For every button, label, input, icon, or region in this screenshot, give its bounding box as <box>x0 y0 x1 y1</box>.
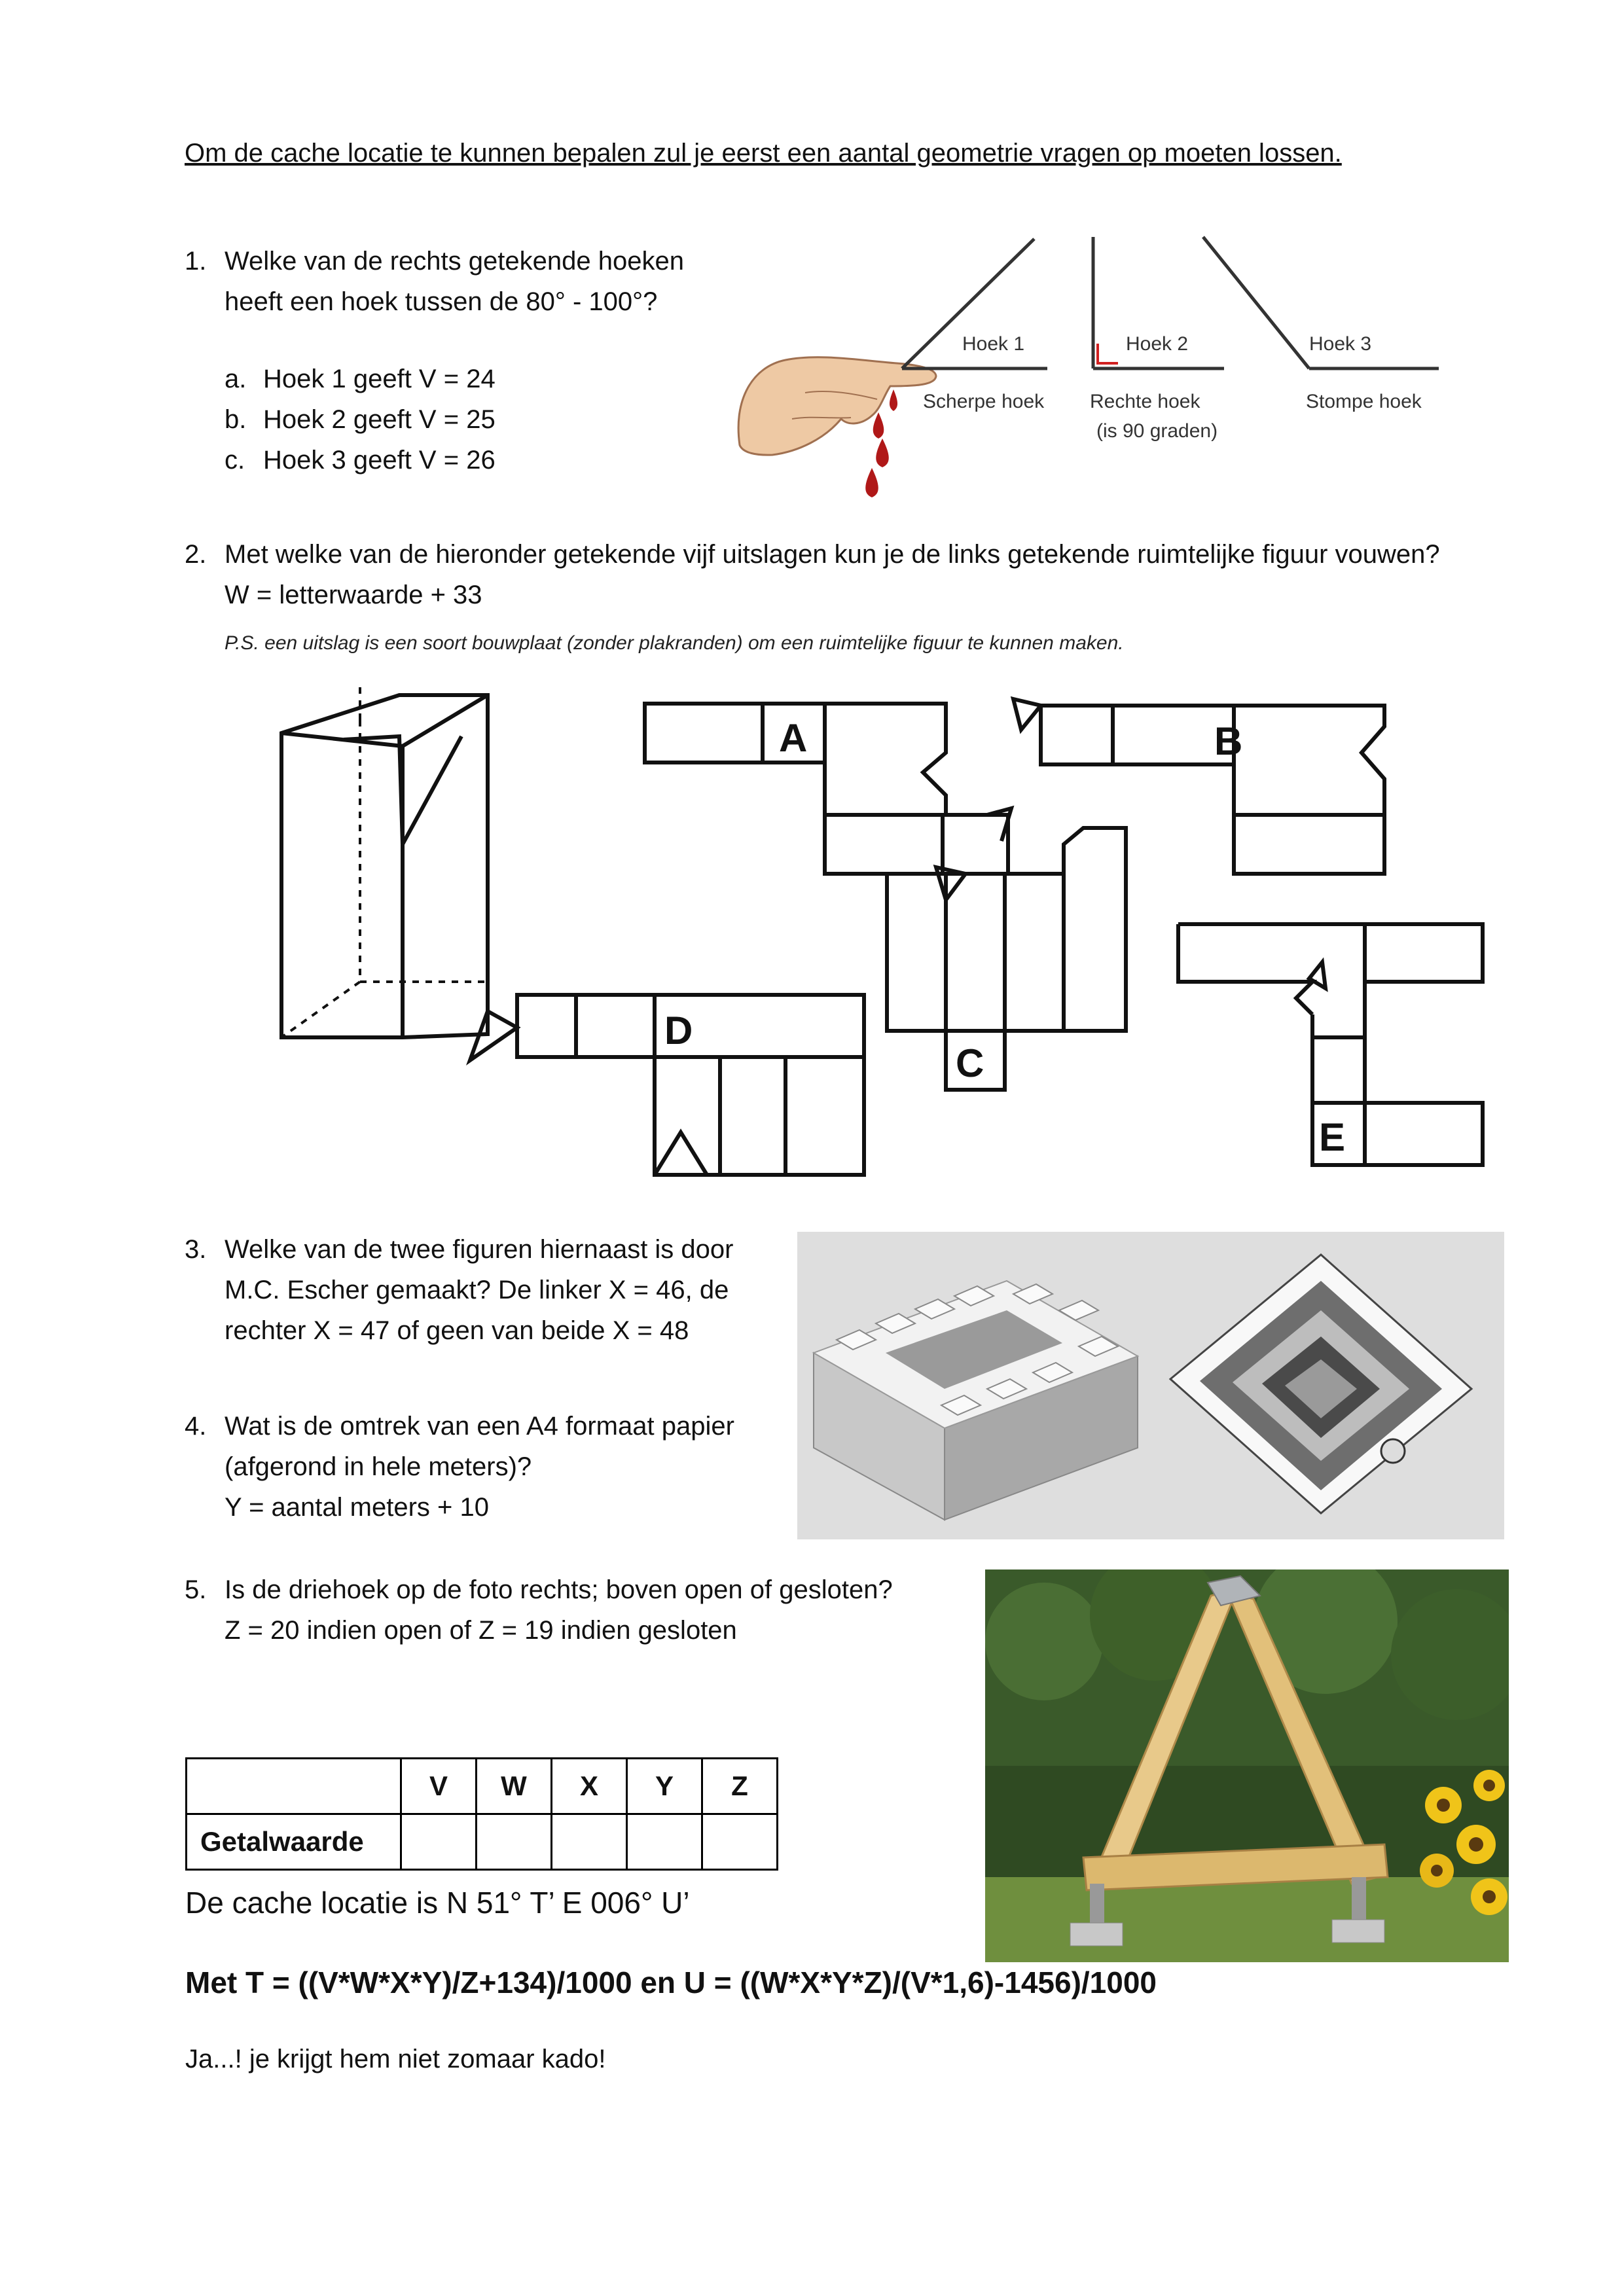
page-title: Om de cache locatie te kunnen bepalen zul je eerst een aantal geometrie vragen op moeten lossen. <box>185 139 1342 168</box>
q4-line2: (afgerond in hele meters)? <box>225 1452 532 1481</box>
q3-line1: Welke van de twee figuren hiernaast is door <box>225 1235 734 1264</box>
angle-2 <box>1090 237 1224 442</box>
hand-icon <box>738 357 936 455</box>
header-v: V <box>401 1759 477 1814</box>
net-a <box>645 704 1011 874</box>
q1-option-a: Hoek 1 geeft V = 24 <box>263 365 496 393</box>
escher-figures-image <box>797 1232 1504 1539</box>
q1-option-b-letter: b. <box>225 405 247 434</box>
cache-location: De cache locatie is N 51° T’ E 006° U’ <box>185 1886 690 1920</box>
header-x: X <box>552 1759 627 1814</box>
net-e <box>1178 924 1483 1165</box>
net-b-label: B <box>1214 719 1243 763</box>
q4-line3: Y = aantal meters + 10 <box>225 1493 489 1522</box>
net-d <box>470 995 864 1175</box>
table-value-row <box>187 1814 778 1870</box>
row-label-getalwaarde: Getalwaarde <box>187 1814 401 1870</box>
q1-option-c-letter: c. <box>225 446 245 475</box>
formula: Met T = ((V*W*X*Y)/Z+134)/1000 en U = ((W*X*Y*Z)/(V*1,6)-1456)/1000 <box>185 1965 1157 2000</box>
q2-line2: W = letterwaarde + 33 <box>225 581 482 609</box>
right-angle-marker <box>1098 344 1118 363</box>
net-e-label: E <box>1319 1115 1346 1159</box>
answer-table <box>185 1757 778 1871</box>
net-d-label: D <box>664 1009 693 1052</box>
q4-number: 4. <box>185 1412 207 1441</box>
value-z-cell[interactable] <box>702 1814 778 1870</box>
prism-3d <box>281 681 488 1037</box>
value-x-cell[interactable] <box>552 1814 627 1870</box>
q2-number: 2. <box>185 540 207 569</box>
angle-3 <box>1203 237 1439 412</box>
value-w-cell[interactable] <box>477 1814 552 1870</box>
closing-text: Ja...! je krijgt hem niet zomaar kado! <box>185 2045 606 2073</box>
value-v-cell[interactable] <box>401 1814 477 1870</box>
triangle-sculpture-photo <box>985 1570 1509 1962</box>
angle-1 <box>902 239 1047 412</box>
header-w: W <box>477 1759 552 1814</box>
q1-option-c: Hoek 3 geeft V = 26 <box>263 446 496 475</box>
q1-option-b: Hoek 2 geeft V = 25 <box>263 405 496 434</box>
q3-number: 3. <box>185 1235 207 1264</box>
q5-line2: Z = 20 indien open of Z = 19 indien gesloten <box>225 1616 737 1645</box>
q1-line2: heeft een hoek tussen de 80° - 100°? <box>225 287 658 316</box>
q5-line1: Is de driehoek op de foto rechts; boven open of gesloten? <box>225 1575 893 1604</box>
value-y-cell[interactable] <box>627 1814 702 1870</box>
header-y: Y <box>627 1759 702 1814</box>
angles-figure <box>727 229 1453 517</box>
header-z: Z <box>702 1759 778 1814</box>
stompe-hoek-label: Stompe hoek <box>1306 391 1422 412</box>
net-b <box>1013 699 1384 874</box>
table-corner-cell <box>187 1759 401 1814</box>
q2-ps: P.S. een uitslag is een soort bouwplaat (zonder plakranden) om een ruimtelijke figuur te kunnen maken. <box>225 632 1124 654</box>
q3-line2: M.C. Escher gemaakt? De linker X = 46, de <box>225 1276 729 1304</box>
net-a-label: A <box>779 716 808 760</box>
table-header-row <box>187 1759 778 1814</box>
hoek3-label: Hoek 3 <box>1309 333 1372 355</box>
negentig-graden-label: (is 90 graden) <box>1096 420 1218 442</box>
rechte-hoek-label: Rechte hoek <box>1090 391 1200 412</box>
q1-option-a-letter: a. <box>225 365 247 393</box>
q3-line3: rechter X = 47 of geen van beide X = 48 <box>225 1316 689 1345</box>
q2-line1: Met welke van de hieronder getekende vijf uitslagen kun je de links getekende ruimtelijke figuur vouwen? <box>225 540 1440 569</box>
q1-number: 1. <box>185 247 207 276</box>
q4-line1: Wat is de omtrek van een A4 formaat papier <box>225 1412 734 1441</box>
q1-line1: Welke van de rechts getekende hoeken <box>225 247 684 276</box>
q5-number: 5. <box>185 1575 207 1604</box>
net-c-label: C <box>956 1041 984 1085</box>
nets-figure <box>262 681 1506 1191</box>
hoek2-label: Hoek 2 <box>1126 333 1189 355</box>
scherpe-hoek-label: Scherpe hoek <box>923 391 1045 412</box>
hoek1-label: Hoek 1 <box>962 333 1025 355</box>
